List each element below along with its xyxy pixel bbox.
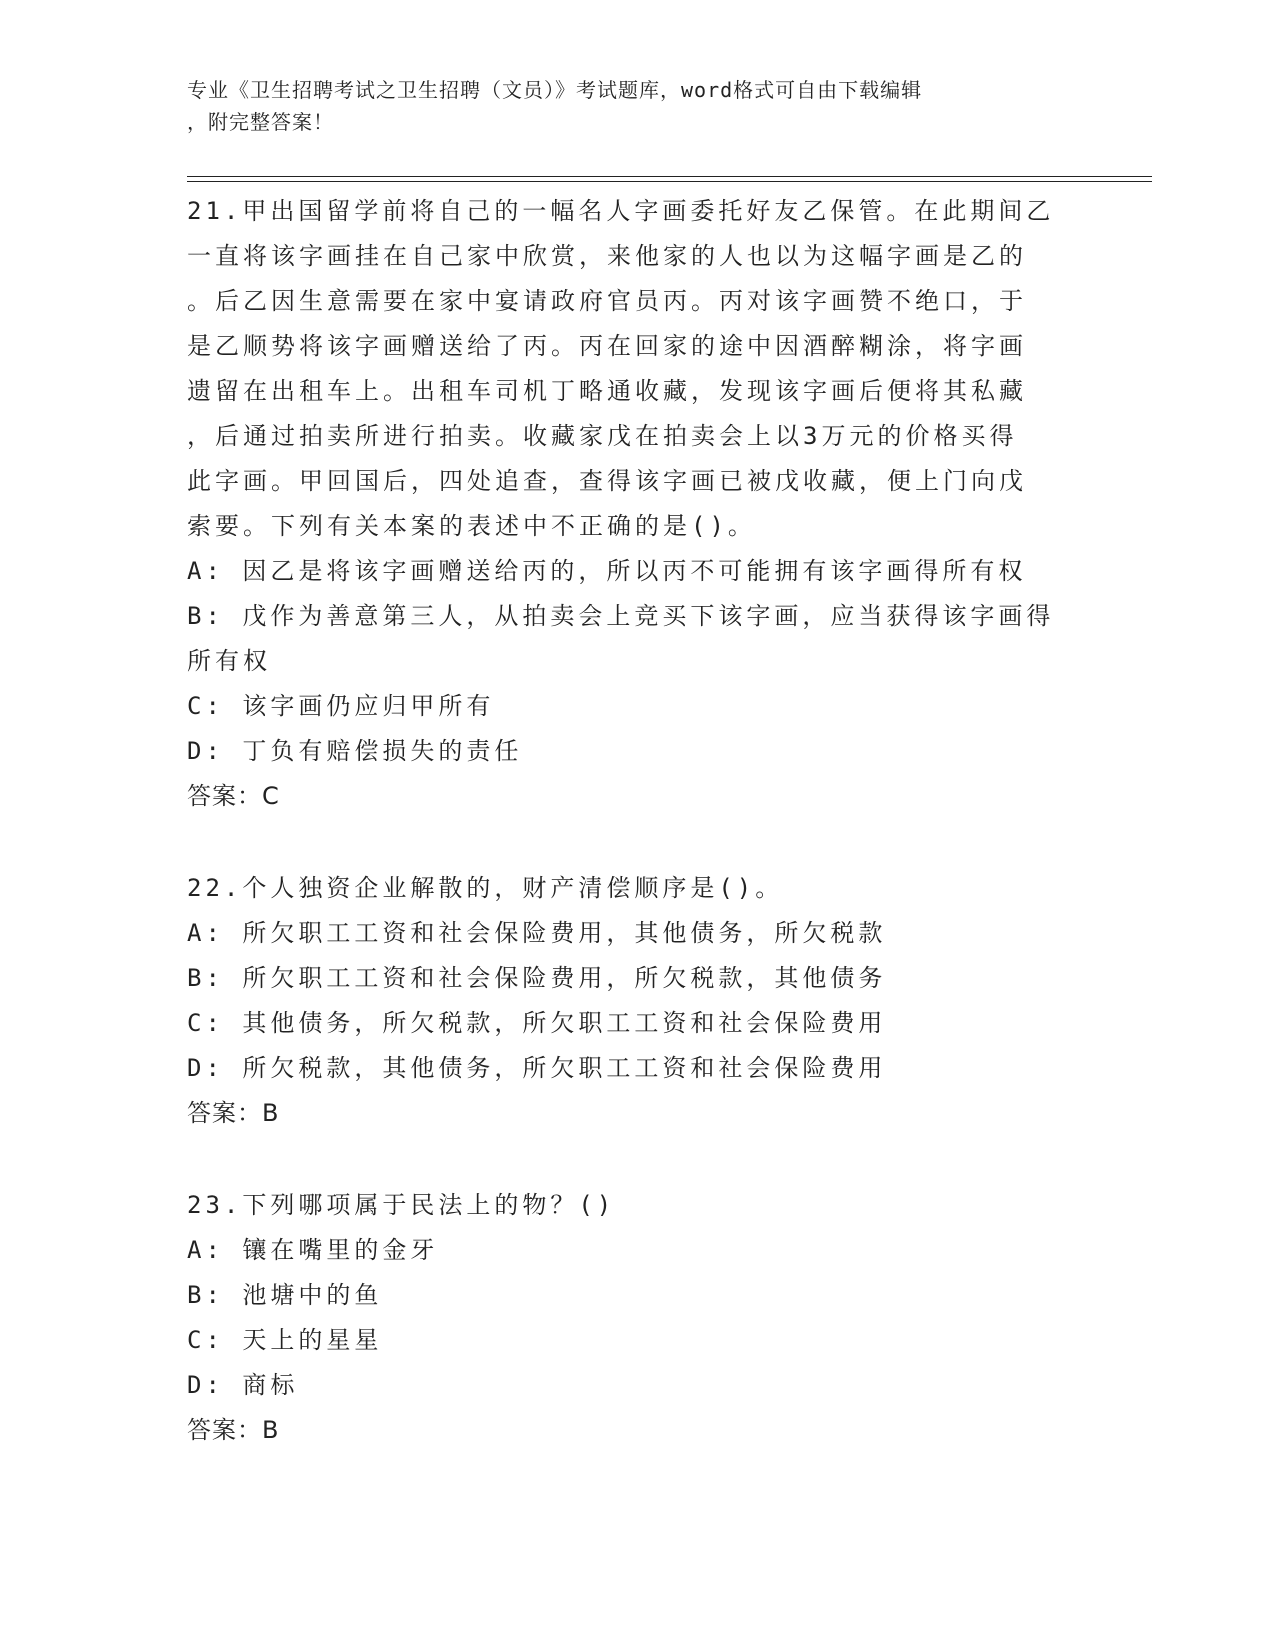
question-stem-line: 索要。下列有关本案的表述中不正确的是()。 <box>187 512 756 540</box>
option-d: D: 所欠税款，其他债务，所欠职工工资和社会保险费用 <box>187 1054 887 1082</box>
question-spacer <box>187 819 1087 866</box>
question-23 <box>187 1183 1087 1453</box>
option-b: B: 池塘中的鱼 <box>187 1281 383 1309</box>
question-spacer <box>187 1136 1087 1183</box>
option-b: B: 戊作为善意第三人，从拍卖会上竞买下该字画，应当获得该字画得 <box>187 602 1055 630</box>
option-c: C: 天上的星星 <box>187 1326 383 1354</box>
header-line-1: 专业《卫生招聘考试之卫生招聘（文员）》考试题库，word格式可自由下载编辑 <box>187 78 923 102</box>
header-divider-bottom <box>187 181 1152 182</box>
question-stem-line: 22.个人独资企业解散的，财产清偿顺序是()。 <box>187 874 784 902</box>
document-header <box>187 74 1067 138</box>
option-c: C: 该字画仍应归甲所有 <box>187 692 495 720</box>
question-21 <box>187 189 1087 819</box>
question-stem-line: ，后通过拍卖所进行拍卖。收藏家戊在拍卖会上以3万元的价格买得 <box>187 422 1018 450</box>
answer-label: 答案：C <box>187 782 280 810</box>
answer-label: 答案：B <box>187 1416 280 1444</box>
question-stem-line: 。后乙因生意需要在家中宴请政府官员丙。丙对该字画赞不绝口，于 <box>187 287 1027 315</box>
option-a: A: 因乙是将该字画赠送给丙的，所以丙不可能拥有该字画得所有权 <box>187 557 1027 585</box>
question-stem-line: 遗留在出租车上。出租车司机丁略通收藏，发现该字画后便将其私藏 <box>187 377 1027 405</box>
header-line-2: ，附完整答案！ <box>187 110 334 134</box>
question-stem-line: 21.甲出国留学前将自己的一幅名人字画委托好友乙保管。在此期间乙 <box>187 197 1055 225</box>
question-stem-line: 一直将该字画挂在自己家中欣赏，来他家的人也以为这幅字画是乙的 <box>187 242 1027 270</box>
option-a: A: 镶在嘴里的金牙 <box>187 1236 439 1264</box>
option-c: C: 其他债务，所欠税款，所欠职工工资和社会保险费用 <box>187 1009 887 1037</box>
question-stem-line: 是乙顺势将该字画赠送给了丙。丙在回家的途中因酒醉糊涂，将字画 <box>187 332 1027 360</box>
option-d: D: 商标 <box>187 1371 299 1399</box>
question-list <box>187 189 1087 1453</box>
header-divider-top <box>187 176 1152 177</box>
option-a: A: 所欠职工工资和社会保险费用，其他债务，所欠税款 <box>187 919 887 947</box>
question-stem-line: 23.下列哪项属于民法上的物？() <box>187 1191 616 1219</box>
option-b-continued: 所有权 <box>187 647 271 675</box>
question-stem-line: 此字画。甲回国后，四处追查，查得该字画已被戊收藏，便上门向戊 <box>187 467 1027 495</box>
option-b: B: 所欠职工工资和社会保险费用，所欠税款，其他债务 <box>187 964 887 992</box>
answer-label: 答案：B <box>187 1099 280 1127</box>
question-22 <box>187 866 1087 1136</box>
option-d: D: 丁负有赔偿损失的责任 <box>187 737 523 765</box>
